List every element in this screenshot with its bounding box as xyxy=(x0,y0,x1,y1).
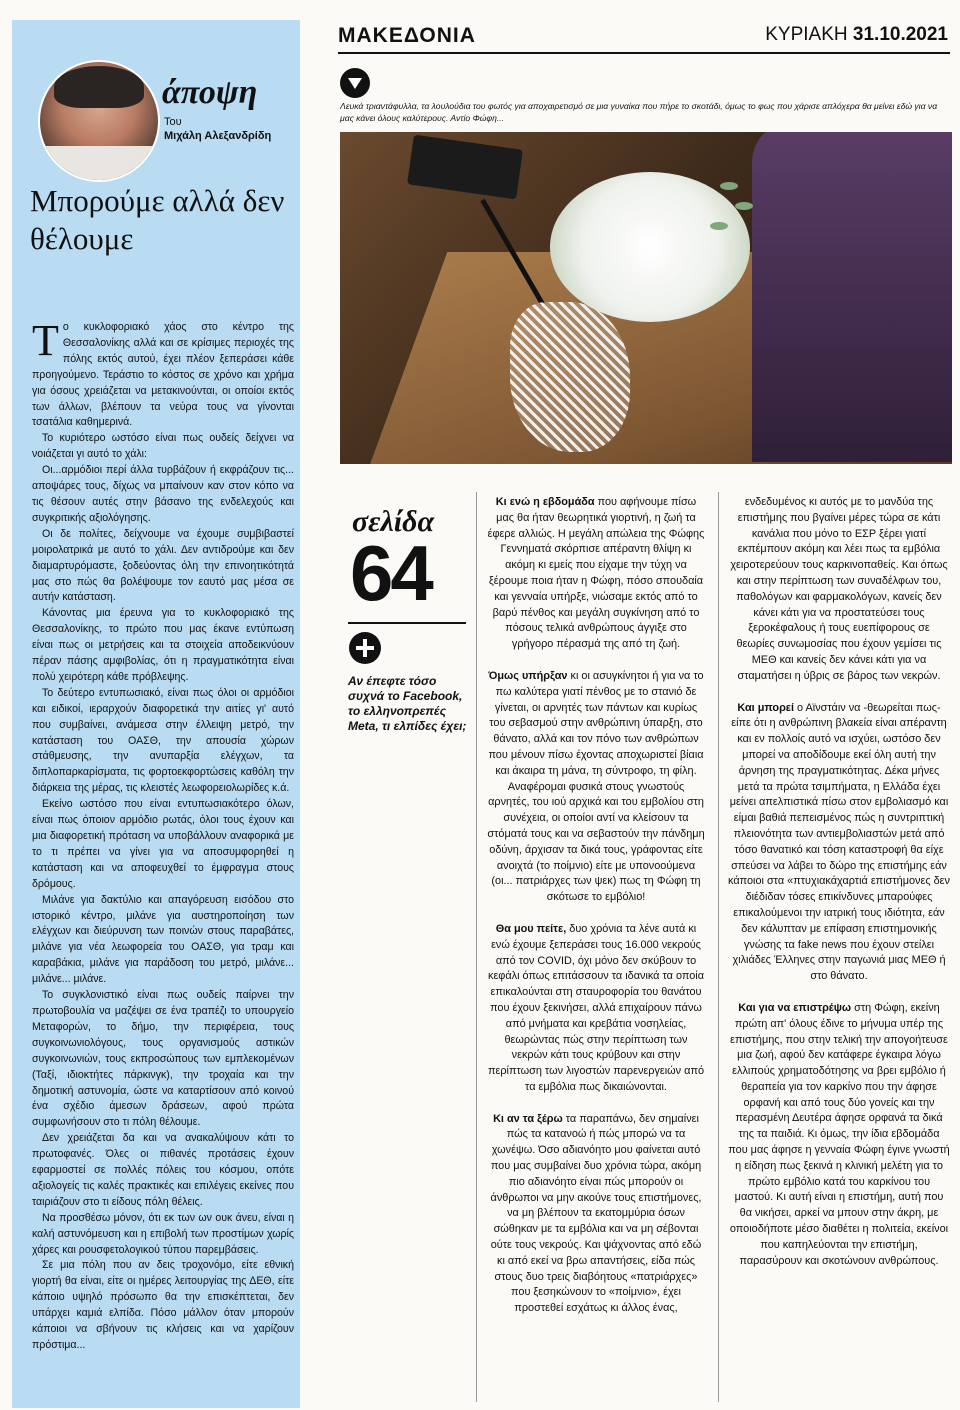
page-number: 64 xyxy=(350,529,431,617)
opinion-column xyxy=(12,20,300,1408)
opinion-paragraph: Το συγκλονιστικό είναι πως ουδείς παίρνει την πρωτοβουλία να μαζέψει σε ένα τραπέζι το υπουργείο Μεταφορών, το δήμο, την περιφέρεια, τους συγκοινωνιολόγους, τους οργανισμούς αστικών συγκοινωνιών, τους εκπροσώπους των εμπλεκομένων (Ταξί, ιδιοκτήτες πάρκινγκ), την τροχαία και την δημοτική αστυνομία, ώστε να καταρτίσουν από κοινού ένα σχέδιο άμεσων δράσεων, αφού πρώτα συμφωνήσουν στο τι πόλη θέλουμε. xyxy=(32,989,294,1129)
opinion-paragraph: Εκείνο ωστόσο που είναι εντυπωσιακότερο όλων, είναι πως όποιον αρμόδιο ρωτάς, όλοι τους έχουν και μια διαφορετική πρόταση να υποβάλλουν αναφορικά με το τι πρέπει να γίνει για να αποσυμφορηθεί η κατάσταση και να αποφευχθεί το έμφραγμα στους δρόμους. xyxy=(32,798,294,890)
article-paragraph xyxy=(486,1112,706,1317)
opinion-paragraph: Το δεύτερο εντυπωσιακό, είναι πως όλοι οι αρμόδιοι και ειδικοί, ιεραρχούν διαφορετικά την αιτίες γι' αυτό που συμβαίνει, ανάμεσα στην έλλειψη μετρό, την κατάσταση του ΟΑΣΘ, την απουσία χώρων στάθμευσης, την ανυπαρξία ελέγχων, τα διπλοπαρκαρίσματα, τις φορτοεκφορτώσεις καθόλη την διάρκεια της μέρας, τις κλειστές λεωφορειολωρίδες κ.ά. xyxy=(32,686,294,795)
sidebar-rule xyxy=(348,622,466,624)
paragraph-lead: Όμως υπήρξαν xyxy=(488,669,568,682)
opinion-paragraph: Κάνοντας μια έρευνα για το κυκλοφοριακό της Θεσσαλονίκης, το πρώτο που μας έκανε εντύπωση είναι πως οι μετρήσεις και τα στοιχεία αποδεικνύουν πέραν πάσης αμφιβολίας, ότι η πραγματικότητα είναι πολύ χειρότερη κάθε πρόβλεψης. xyxy=(32,607,294,683)
paragraph-lead: Θα μου πείτε, xyxy=(495,922,567,935)
article-paragraph xyxy=(486,495,706,653)
newspaper-name: ΜΑΚΕΔΟΝΙΑ xyxy=(338,24,476,47)
article-paragraph xyxy=(486,922,706,1096)
issue-date-value: 31.10.2021 xyxy=(852,24,948,45)
paragraph-lead: Και για να επιστρέψω xyxy=(738,1001,852,1014)
article-paragraph xyxy=(728,701,950,985)
article-column-1 xyxy=(486,495,706,1333)
article-paragraph xyxy=(728,495,950,685)
paragraph-text: κι οι ασυγκίνητοι ή για να το πω καλύτερα γιατί πένθος με το στανιό δε γίνεται, οι αρνητές των πάντων και κυρίως του σεβασμού στην ανθρώπινη ύπαρξη, στο θάνατο, αλλά και τον πόνο των ανθρώπων που μένουν πίσω έχοντας αποχωριστεί βίαια και άκαιρα τη μάνα, τη σύντροφο, τη φίλη. Αναφέρομαι φυσικά στους γνωστούς αρνητές, του ιού αρχικά και του εμβολίου στη συνέχεια, οι οποίοι αντί να κλείσουν τα στόματά τους και να σεβαστούν την πάνδημη οδύνη, άρχισαν τα δικά τους, γράφοντας είτε ανοιχτά (το ποίμνιο) είτε με υπονοούμενα (οι... πατριάρχες των ψεκ) πως τη Φώφη τη σκότωσε το εμβόλιο! xyxy=(487,669,705,904)
opinion-paragraph: Σε μια πόλη που αν δεις τροχονόμο, είτε εθνική γιορτή θα είναι, είτε οι ημέρες λειτουργίας της ΔΕΘ, είτε κάποιο υψηλό πρόσωπο θα την επισκέπτεται, δεν υπάρχει καμιά ελπίδα. Πόσο μάλλον όταν μπορούν κάποιοι να σβήνουν τις κλήσεις και να χαρίζουν πρόστιμα... xyxy=(32,1259,294,1351)
paragraph-text: στη Φώφη, εκείνη πρώτη απ' όλους έδινε το μήνυμα υπέρ της επιστήμης, που στην τελική την απογοήτευσε μια ζωή, αφού δεν κατάφερε έγκαιρα λόγω ελλιπούς χρηματοδότησης να βρει εμβόλιο ή θεραπεία για τον καρκίνο που την άφησε ορφανή και από τους δύο γονείς και την περασμένη Δευτέρα άφησε ορφανά τα δικά της τα παιδιά. Κι όμως, την ίδια εβδομάδα που μας άφησε η γενναία Φώφη έγινε γνωστή η είδηση πως ξεκινά η κλινική μελέτη για το πρώτο εμβόλιο κατά του καρκίνου του μαστού. Κι αυτή είναι η επιστήμη, αυτή που θα νικήσει, αρκεί να μπουν στην άκρη, με οποιοδήποτε μέσο διαθέτει η πολιτεία, εκείνοι που καπηλεύονται την επιστήμη, παρασύρουν και σκοτώνουν ανθρώπους. xyxy=(728,1001,950,1267)
paragraph-lead: Κι ενώ η εβδομάδα xyxy=(495,496,595,508)
caption-arrow-icon xyxy=(340,68,370,98)
sidebar-question: Αν έπεφτε τόσο συχνά το Facebook, το ελληνοπρεπές Meta, τι ελπίδες έχει; xyxy=(348,674,467,733)
issue-day: ΚΥΡΙΑΚΗ xyxy=(765,24,848,45)
column-divider xyxy=(718,492,719,1402)
article-paragraph xyxy=(728,1001,950,1270)
opinion-body xyxy=(32,316,294,1354)
opinion-paragraph: Το κυκλοφοριακό χάος στο κέντρο της Θεσσαλονίκης αλλά και σε κρίσιμες περιοχές της πόλης εκτός αυτού, έχει πλέον ξεπεράσει κάθε προηγούμενο. Τεράστιο το κόστος σε χρόνο και χρήμα για όσους χρειάζεται να μετακινούνται, οι οποίοι εκτός των άλλων, βλέπουν τα νεύρα τους να γίνονται τσατάλια καθημερινά. xyxy=(32,316,294,429)
issue-date xyxy=(765,24,948,46)
opinion-paragraph: Το κυριότερο ωστόσο είναι πως ουδείς δείχνει να νοιάζεται γι αυτό το χάλι: xyxy=(32,432,294,461)
opinion-paragraph: Δεν χρειάζεται δα και να ανακαλύψουν κάτι το πρωτοφανές. Όλες οι πιθανές προτάσεις έχουν εφαρμοστεί σε πολλές πόλεις του κόσμου, οπότε αξιολογείς τις καλές πρακτικές και επιλέγεις εκείνες που ταιριάζουν στο τι είδους πόλη θέλεις. xyxy=(32,1132,294,1208)
paragraph-text: ο Αϊνστάιν να -θεωρείται πως- είπε ότι η ανθρώπινη βλακεία είναι απέραντη και εν πολλοίς αυτό να ισχύει, ωστόσο δεν μπορεί να αποδίδουμε εκεί όλη αυτή την άρνηση της πραγματικότητας. Δέκα μήνες μετά τα πρώτα τσιμπήματα, η Ελλάδα έχει μείνει απελπιστικά πίσω στον εμβολιασμό και είμαι βαθιά πεπεισμένος πώς η συντριπτική πλειονότητα των αντιεμβολιαστών μετά από τόσο θανατικό και τόση καταστροφή θα είχε σπεύσει να λάβει το δώρο της επιστήμης εάν κάποιοι στα «πτυχιακάχαρτιά επιστήμονες δεν διέδιδαν τόσες επικίνδυνες μπαρούφες επικαλούμενοι την ιατρική τους ιδιότητα, εάν δεν κάλυπταν με επίφαση επιστημονικής γνώσης τα fake news που έχουν στείλει χιλιάδες Έλληνες στην παγωνιά μιας ΜΕΘ ή στο θάνατο. xyxy=(728,701,950,983)
opinion-paragraph: Μιλάνε για δακτύλιο και απαγόρευση εισόδου στο ιστορικό κέντρο, μιλάνε για αυστηροποίηση των ελέγχων και διεύρυνση των ποινών στους παραβάτες, μιλάνε για νέα λεωφορεία του ΟΑΣΘ, για τραμ και καραβάκια, μιλάνε για παράδοση του μετρό, μιλάνε... μιλάνε... μιλάνε. xyxy=(32,893,294,986)
opinion-paragraph: Οι δε πολίτες, δείχνουμε να έχουμε συμβιβαστεί μοιρολατρικά με αυτό το χάλι. Δεν αντιδρούμε και δεν διαμαρτυρόμαστε, ξοδεύοντας όλη την επινοητικότητά μας στο πώς θα βολέψουμε τον εαυτό μας μέσα σε αυτήν κατάσταση. xyxy=(32,527,294,604)
paragraph-text: ενδεδυμένος κι αυτός με το μανδύα της επιστήμης που βγαίνει μέρες τώρα σε κάτι κανάλια που μόνο το ΕΣΡ ξέρει γιατί εκπέμπουν ακόμη και λέει πως τα εμβόλια χειροτερεύουν τους καρκινοπαθείς. Και όπως και στην περίπτωση των συναδέλφων του, παθολόγων και φαρμακολόγων, κανείς δεν κάνει κάτι για να προστατεύσει τους ξεροκέφαλους ή τους ευεπίφορους σε θεωρίες συνωμοσίας που έχουν γεμίσει τις ΜΕΘ και κανείς δεν κάνει κάτι για να σταματήσει η ύβρις σε βάρος των νεκρών. xyxy=(730,496,948,682)
paragraph-lead: Κι αν τα ξέρω xyxy=(493,1112,563,1125)
paragraph-text: τα παραπάνω, δεν σημαίνει πώς τα κατανοώ ή πώς μπορώ να τα χωνέψω. Όσο αδιανόητο μου φαίνεται αυτό που μας συμβαίνει δυο χρόνια τώρα, ακόμη πιο αδιανόητο είναι πώς μπορούν οι άνθρωποι να μην ακούνε τους επιστήμονες, να μη βλέπουν τα εκατομμύρια όσων σώθηκαν με τα εμβόλια και να μη σέβονται ούτε τους νεκρούς. Και ψάχνοντας από εδώ κι από εκεί να βρω απαντήσεις, είδα πώς στους δυο τρεις διαβόητους «πατριάρχες» που ξεσηκώνουν το «ποίμνιο», έχει προστεθεί εσχάτως κι άλλος ένας, xyxy=(490,1112,702,1315)
article-paragraph xyxy=(486,669,706,906)
header-rule xyxy=(338,52,950,54)
opinion-headline: Μπορούμε αλλά δεν θέλουμε xyxy=(30,183,285,256)
opinion-paragraph: Οι...αρμόδιοι περί άλλα τυρβάζουν ή εκφράζουν τις... αποψάρες τους, δίχως να μπαίνουν καν στον κόπο να τις θέσουν αυτές στην βάσανο της ενδελεχούς και συγκριτικής αξιολόγησης. xyxy=(32,464,294,524)
author-avatar xyxy=(38,60,160,182)
paragraph-text: που αφήνουμε πίσω μας θα ήταν θεωρητικά γιορτινή, η ζωή τα έφερε αλλιώς. Η μεγάλη απώλεια της Φώφης Γεννηματά σκόρπισε απέραντη θλίψη κι ακόμη κι εμείς που είχαμε την τύχη να ξέρουμε ποια ήταν η Φώφη, πόσο σπουδαία και γενναία υπήρξε, νιώσαμε εκτός από το βαρύ πένθος και μεγάλη συγκίνηση από το πόσους τελικά ανθρώπους άγγιξε στο γρήγορο πέρασμά της από τη ζωή. xyxy=(487,496,705,651)
page-label: σελίδα xyxy=(352,505,435,538)
paragraph-lead: Και μπορεί xyxy=(737,701,795,714)
parliament-flowers-photo xyxy=(340,132,952,464)
paragraph-text: δυο χρόνια τα λένε αυτά κι ενώ έχουμε ξεπεράσει τους 16.000 νεκρούς από τον COVID, όχι μόνο δεν σκύβουν το κεφάλι όπως επιτάσσουν τα ιδανικά τα οποία επικαλούνται στη σταυροφορία του θανάτου που έχουν ξεκινήσει, αλλά επιχαίρουν πάνω από μνήματα και κρεβάτια νοσηλείας, θεωρώντας πώς στην περίπτωση των νεκρών κάτι τους κρύβουν και στην περίπτωση των λιγοστών παρενεργειών από τα εμβόλια πως δικαιώνονται. xyxy=(487,922,705,1093)
byline-prefix: Του xyxy=(164,116,182,128)
article-column-2 xyxy=(728,495,950,1285)
column-divider xyxy=(476,492,477,1402)
opinion-paragraph: Να προσθέσω μόνον, ότι εκ των ων ουκ άνευ, είναι η καλή αστυνόμευση και η επιβολή των προστίμων χωρίς χάρες και ρουσφετολογικού τύπου παρεμβάσεις. xyxy=(32,1211,294,1256)
author-name: Μιχάλη Αλεξανδρίδη xyxy=(164,130,272,142)
photo-caption: Λευκά τριαντάφυλλα, τα λουλούδια του φωτός για αποχαιρετισμό σε μια γυναίκα που πήρε το σκοτάδι, όμως το φως που χάρισε απλόχερα θα μείνει εδώ για να μας κάνει όλους καλύτερους. Αντίο Φώφη... xyxy=(340,101,938,123)
plus-icon xyxy=(349,632,381,664)
section-label: άποψη xyxy=(162,74,258,111)
